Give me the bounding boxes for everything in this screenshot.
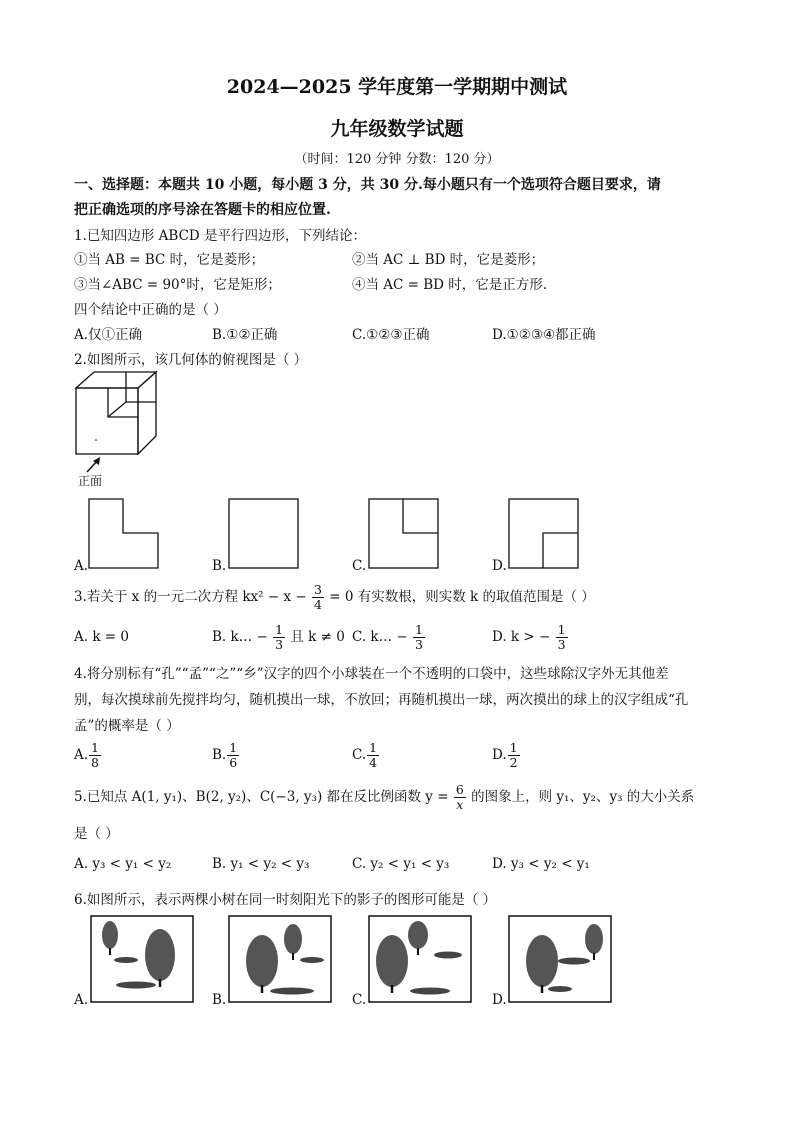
q5-frac-num: 6 (455, 782, 464, 797)
q4-option-a-fraction (89, 741, 101, 770)
q3-stem-part1: 3.若关于 x 的一元二次方程 kx² − x − (74, 589, 307, 605)
q3-option-a[interactable]: A. k = 0 (74, 629, 129, 645)
q3-option-d-fraction (556, 623, 568, 652)
q5-fraction (454, 783, 466, 812)
q4-option-a-label: A. (74, 747, 89, 763)
q4-option-b-fraction (227, 741, 239, 770)
q4-option-a[interactable] (74, 740, 102, 770)
q4-line2: 别，每次摸球前先搅拌均匀，随机摸出一球，不放回；再随机摸出一球，两次摸出的球上的汉字组成“孔 (74, 692, 689, 708)
q4-line1: 4.将分别标有“孔”“孟”“之”“乡”汉字的四个小球装在一个不透明的口袋中，这些球除汉字外无其他差 (74, 666, 669, 682)
q4-option-d-label: D. (492, 747, 507, 763)
q4-option-d-fraction (508, 741, 520, 770)
frac-den: 3 (415, 637, 423, 652)
q4-option-c[interactable] (352, 740, 380, 770)
q1-option-c[interactable]: C.①②③正确 (352, 327, 430, 343)
q1-conclusion-2: ②当 AC ⊥ BD 时，它是菱形； (352, 252, 545, 268)
q6-option-c-label[interactable]: C. (352, 992, 367, 1008)
frac-num: 1 (557, 622, 566, 637)
q5-stem (74, 782, 694, 812)
section-heading-line1: 一、选择题：本题共 10 小题，每小题 3 分，共 30 分.每小题只有一个选项符合题目要求，请 (74, 177, 661, 193)
q2-option-b-figure[interactable] (228, 498, 300, 570)
q1-conclusion-3: ③当∠ABC = 90°时，它是矩形； (74, 277, 281, 293)
page-title: 2024—2025 学年度第一学期期中测试 (226, 76, 568, 98)
q5-option-c[interactable]: C. y₂ < y₁ < y₃ (352, 856, 450, 872)
q3-stem-part2: = 0 有实数根，则实数 k 的取值范围是（ ） (329, 589, 595, 605)
frac-den: 3 (557, 637, 566, 652)
frac-num: 1 (415, 622, 423, 637)
q4-option-b-label: B. (212, 747, 227, 763)
frac-den: 6 (229, 755, 238, 770)
frac-num: 1 (229, 740, 238, 755)
q3-fraction (312, 583, 324, 612)
q6-option-b-label[interactable]: B. (212, 992, 227, 1008)
q4-option-c-label: C. (352, 747, 367, 763)
q6-option-a-figure[interactable] (90, 915, 194, 1003)
q3-option-c-text: C. k… − (352, 629, 408, 645)
q1-conclusion-1: ①当 AB = BC 时，它是菱形； (74, 252, 265, 268)
q6-stem: 6.如图所示，表示两棵小树在同一时刻阳光下的影子的图形可能是（ ） (74, 892, 497, 908)
q2-solid-figure (74, 370, 164, 460)
q2-option-a-figure[interactable] (88, 498, 160, 570)
q2-option-a-label[interactable]: A. (74, 558, 89, 574)
frac-den: 4 (369, 755, 378, 770)
q5-stem-part1: 5.已知点 A(1, y₁)、B(2, y₂)、C(−3, y₃) 都在反比例函数 y = (74, 789, 449, 805)
q5-option-d[interactable]: D. y₃ < y₂ < y₁ (492, 856, 590, 872)
q1-option-a[interactable]: A.仅①正确 (74, 327, 143, 343)
q1-option-b[interactable]: B.①②正确 (212, 327, 278, 343)
q2-option-d-figure[interactable] (508, 498, 580, 570)
q5-frac-den: x (456, 797, 464, 812)
q5-option-b[interactable]: B. y₁ < y₂ < y₃ (212, 856, 310, 872)
frac-num: 1 (275, 622, 284, 637)
q1-conclusion-4: ④当 AC = BD 时，它是正方形. (352, 277, 548, 293)
q3-option-d-text: D. k > − (492, 629, 551, 645)
q5-option-a[interactable]: A. y₃ < y₁ < y₂ (74, 856, 172, 872)
q5-stem-part2: 的图象上，则 y₁、y₂、y₃ 的大小关系 (471, 789, 695, 805)
q3-frac-num: 3 (313, 582, 322, 597)
q3-option-c-fraction (413, 623, 425, 652)
q3-frac-den: 4 (313, 597, 322, 612)
q6-option-c-figure[interactable] (368, 915, 472, 1003)
frac-den: 3 (275, 637, 284, 652)
q4-option-c-fraction (367, 741, 379, 770)
q3-stem (74, 582, 595, 612)
frac-num: 1 (509, 740, 518, 755)
exam-info: （时间：120 分钟 分数：120 分） (294, 152, 500, 167)
section-heading-line2: 把正确选项的序号涂在答题卡的相应位置. (74, 202, 331, 218)
q2-stem: 2.如图所示，该几何体的俯视图是（ ） (74, 352, 308, 368)
front-label: 正面 (78, 474, 103, 488)
q3-option-b[interactable] (212, 622, 345, 652)
q2-option-d-label[interactable]: D. (492, 558, 507, 574)
q2-option-c-figure[interactable] (368, 498, 440, 570)
q3-option-b-text2: 且 k ≠ 0 (290, 629, 345, 645)
frac-num: 1 (91, 740, 99, 755)
q6-option-d-label[interactable]: D. (492, 992, 507, 1008)
q2-option-c-label[interactable]: C. (352, 558, 367, 574)
q1-option-d[interactable]: D.①②③④都正确 (492, 327, 596, 343)
q3-option-b-fraction (273, 623, 285, 652)
frac-den: 2 (509, 755, 518, 770)
frac-den: 8 (91, 755, 99, 770)
q6-option-a-label[interactable]: A. (74, 992, 89, 1008)
q3-option-d[interactable] (492, 622, 569, 652)
q6-option-d-figure[interactable] (508, 915, 612, 1003)
q1-stem: 1.已知四边形 ABCD 是平行四边形，下列结论： (74, 228, 367, 244)
q5-line2: 是（ ） (74, 826, 119, 842)
q4-line3: 孟”的概率是（ ） (74, 718, 180, 734)
q2-option-b-label[interactable]: B. (212, 558, 227, 574)
q6-option-b-figure[interactable] (228, 915, 332, 1003)
frac-num: 1 (369, 740, 378, 755)
q3-option-b-text1: B. k… − (212, 629, 268, 645)
q4-option-d[interactable] (492, 740, 521, 770)
q4-option-b[interactable] (212, 740, 240, 770)
q3-option-c[interactable] (352, 622, 426, 652)
page-subtitle: 九年级数学试题 (330, 118, 464, 140)
q1-ask: 四个结论中正确的是（ ） (74, 302, 227, 318)
